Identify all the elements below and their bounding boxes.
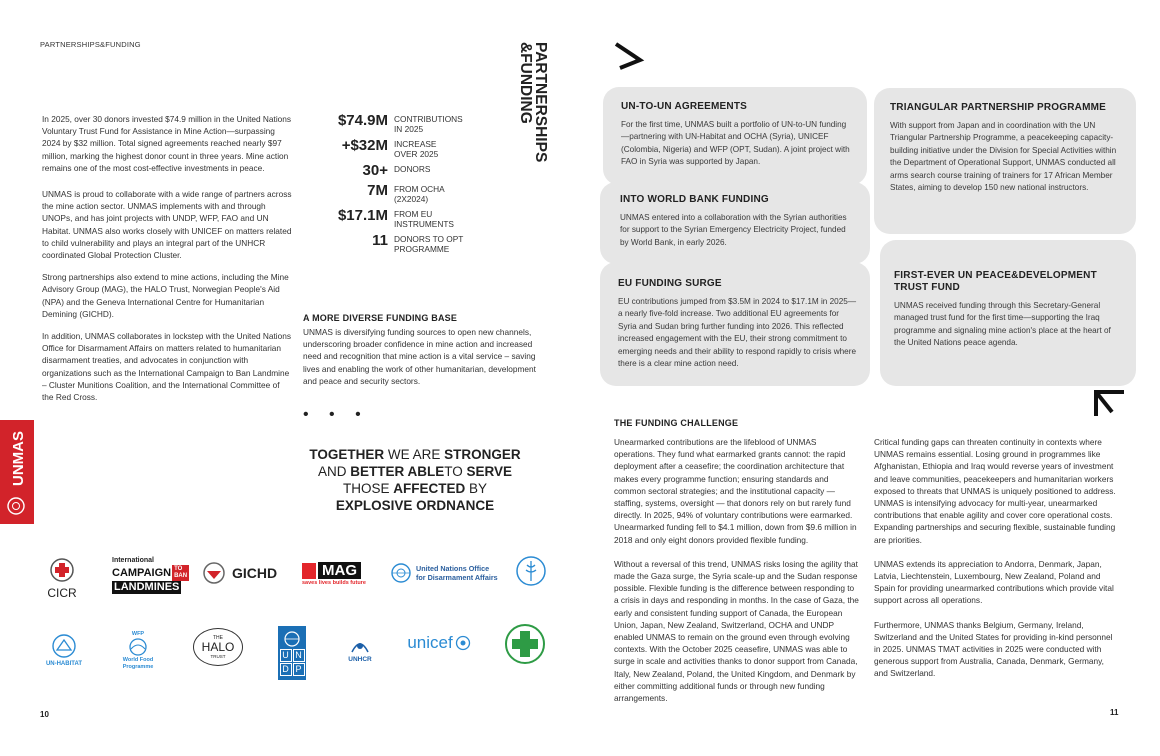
vertical-title-line2: &FUNDING — [517, 42, 534, 124]
quote-part: EXPLOSIVE ORDNANCE — [335, 498, 495, 513]
stat-value: +$32M — [341, 137, 388, 154]
challenge-paragraph: Critical funding gaps can threaten continuity in contexts where UNMAS remains essential. Losing ground in programmes like Afghanistan, Ethiopia and Iraq would reverse years of investment and leave communities, peacekeepers and humanitarian workers exposed to threats that UNMAS is uniquely positioned to address. UNMAS is intensifying advocacy for multi-year, unearmarked contributions that enable agility and cover core operational costs. Expanding partnerships and securing flexible, sustainable funding are priorities. — [874, 437, 1116, 545]
stat-value: $74.9M — [337, 112, 388, 129]
quote-part: AFFECTED — [393, 481, 466, 496]
intro-paragraph: In 2025, over 30 donors invested $74.9 million in the United Nations Voluntary Trust Fund for Assistance in Mine Action—surpassing 2024 by $32 million. Total signed agreements reached nearly $97 million, marking the highest donor count in three years. Mine action remains one of the most cost-effective investments in peace. — [42, 114, 292, 173]
pull-quote — [300, 446, 530, 514]
icbl-logo — [112, 553, 188, 597]
green-cross-logo — [503, 622, 547, 666]
funding-stats — [318, 112, 508, 257]
diverse-funding-heading: A MORE DIVERSE FUNDING BASE — [303, 313, 458, 323]
left-column — [42, 113, 292, 403]
mag-text: MAG — [318, 562, 361, 579]
quote-part: TO — [444, 464, 467, 479]
stat-value: 30+ — [362, 162, 388, 179]
unhcr-emblem-icon — [348, 634, 372, 656]
halo-text-1: THE — [213, 635, 223, 641]
unhabitat-text: UN-HABITAT — [45, 661, 83, 667]
stat-label: DONORS — [394, 164, 431, 174]
cicr-logo — [42, 554, 82, 602]
unhabitat-logo — [40, 628, 88, 672]
wfp-text-2: Programme — [122, 664, 154, 670]
fao-logo — [514, 554, 548, 588]
gichd-text: GICHD — [231, 565, 278, 581]
unoda-logo — [390, 561, 502, 585]
stat-row — [318, 112, 508, 134]
eu-funding-box — [600, 262, 870, 386]
unoda-paragraph: In addition, UNMAS collaborates in lockstep with the United Nations Office for Disarmament Affairs on matters related to humanitarian disarmament treaties, and advocates in conjunction with organizations such as the International Campaign to Ban Landmine – Cluster Munitions Coalition, and the International Committee of the Red Cross. — [42, 331, 292, 403]
halo-trust-logo — [193, 628, 243, 666]
stat-row — [318, 182, 508, 204]
unmas-logo-text: UNMAS — [10, 431, 27, 486]
mag-logo — [302, 559, 370, 589]
mag-tagline: saves lives builds future — [302, 580, 366, 586]
quote-part: BY — [465, 481, 488, 496]
box-title: INTO WORLD BANK FUNDING — [620, 194, 769, 205]
challenge-paragraph: Without a reversal of this trend, UNMAS risks losing the agility that made the Gaza surge, the Syria scale-up and the Sudan response possible. Flexible funding is the difference between responding to a crisis in days and responding in months. In the case of Gaza, the early and consistent funding support of Canada, the European Union, Japan, New Zealand, Switzerland, OCHA and UNDP enabled UNMAS to remain on the ground even through evolving contexts. With the October 2025 ceasefire, UNMAS was able to surge in scale and activities thanks to donor support from Canada, Italy, New Zealand, Poland, the United Kingdom, and Denmark by either committing additional funds or through new funding arrangements. — [614, 558, 859, 704]
quote-part: WE ARE — [384, 447, 445, 462]
icbl-text-1: International — [112, 556, 155, 564]
undp-letter: N — [293, 649, 305, 662]
icbl-text-3: TO BAN — [174, 565, 188, 579]
stat-row — [318, 137, 508, 159]
vertical-title-line1: PARTNERSHIPS — [532, 42, 549, 163]
undp-letter: U — [280, 649, 292, 662]
icbl-text-4: LANDMINES — [114, 580, 180, 593]
unicef-emblem-icon — [455, 635, 471, 651]
quote-part: STRONGER — [444, 447, 521, 462]
stat-label: FROM EU INSTRUMENTS — [394, 209, 454, 229]
wfp-text-1: World Food — [122, 657, 154, 663]
stat-label: INCREASE OVER 2025 — [394, 139, 439, 159]
triangular-partnership-box — [874, 88, 1136, 234]
quote-part: BETTER ABLE — [350, 464, 445, 479]
unhcr-logo — [340, 630, 380, 666]
unmas-side-logo — [0, 420, 34, 524]
unicef-text: unicef — [407, 633, 453, 652]
stat-value: 11 — [372, 232, 388, 249]
page-number-right: 11 — [1110, 708, 1119, 717]
quote-part: SERVE — [466, 464, 513, 479]
fao-emblem-icon — [515, 555, 547, 587]
challenge-paragraph: UNMAS extends its appreciation to Andorra, Denmark, Japan, Latvia, Liechtenstein, Luxembourg, New Zealand, Poland and Spain for providing unearmarked contributions which provide vital support across all operations. — [874, 558, 1114, 606]
quote-part: AND — [317, 464, 351, 479]
partners-paragraph: UNMAS is proud to collaborate with a wide range of partners across the mine action sector. UNMAS implements with and through UNOPs, and has joint projects with UNDP, WFP, FAO and UN Habitat. UNMAS also works closely with UNICEF on matters related to child vulnerability and plays an integral part of the UNHCR coordinated Global Protection Cluster. — [42, 189, 292, 261]
un-emblem-inner-icon — [13, 503, 20, 510]
page-number-left: 10 — [40, 710, 49, 719]
mine-action-partners-paragraph: Strong partnerships also extend to mine actions, including the Mine Advisory Group (MAG), the HALO Trust, Norwegian People's Aid (NPA) and the Geneva International Centre for Humanitarian Demining (GICHD). — [42, 272, 289, 319]
undp-letter: D — [280, 663, 292, 676]
stat-row — [318, 162, 508, 179]
gichd-emblem-icon — [201, 561, 227, 585]
gichd-logo — [200, 560, 278, 586]
box-title: TRIANGULAR PARTNERSHIP PROGRAMME — [890, 102, 1107, 113]
arrow-decoration-icon — [610, 38, 646, 74]
separator-dots: • • • — [303, 406, 369, 423]
stat-label: CONTRIBUTIONS IN 2025 — [394, 114, 463, 134]
box-text: UNMAS received funding through this Secretary-General managed trust fund for the first time—supporting the Iraq programme and signaling mine action's place at the heart of the United Nations peace agenda. — [894, 301, 1111, 348]
quote-part: THOSE — [342, 481, 394, 496]
peace-development-box — [880, 240, 1136, 386]
stat-value: $17.1M — [337, 207, 388, 224]
stat-row — [318, 232, 508, 254]
section-header: PARTNERSHIPS&FUNDING — [40, 40, 141, 49]
wfp-emblem-icon — [127, 637, 149, 657]
challenge-column-1 — [614, 436, 859, 704]
stat-value: 7M — [367, 182, 388, 199]
funding-challenge-heading: THE FUNDING CHALLENGE — [614, 418, 739, 428]
unoda-text-2: for Disarmament Affairs — [416, 573, 498, 582]
halo-text-2: HALO — [201, 640, 235, 654]
icbl-text-2: CAMPAIGN — [112, 566, 172, 579]
diverse-funding-text: UNMAS is diversifying funding sources to open new channels, underscoring broader confidence in mine action and increased need and recognition that mine action is a vital service – saving lives and enabling the work of other humanitarian, development and peace and security sectors. — [303, 327, 536, 386]
box-text: With support from Japan and in coordination with the UN Triangular Partnership Programme, a peacekeeping capacity-building initiative under the Division for Special Activities within the Department of Operational Support, UNMAS conducted all arms search course training of trainers for 17 African Member States, aiming to develop 150 new national instructors. — [890, 121, 1117, 193]
box-text: EU contributions jumped from $3.5M in 2024 to $17.1M in 2025—a nearly five-fold increase. Two additional EU agreements for Syria and Sudan bring further funding into 2026. This reflected increased engagement with the EU, their strong commitment to emerging needs and their ability to respond rapidly to crisis where there is a clear mine action need. — [618, 297, 857, 369]
diverse-funding-section — [303, 313, 548, 387]
arrow-corner-icon — [1090, 386, 1130, 422]
cicr-text: CICR — [47, 585, 77, 600]
unhabitat-emblem-icon — [51, 633, 77, 659]
red-cross-icon — [49, 557, 75, 583]
challenge-paragraph: Unearmarked contributions are the lifeblood of UNMAS operations. They fund what earmarked grants cannot: the rapid deployment after a ceasefire; the coordination architecture that makes every programme function; ensuring standards and common sectoral strategies; and the institutional capacity — staffing, systems, oversight — that donors rely on but rarely fund directly. In 2025, 94% of voluntary contributions were earmarked. Unearmarked funding fell to $4.1 million, down from $9.6 million in 2018 and only eight donors provided flexible funding. — [614, 437, 857, 545]
un-emblem-icon — [282, 630, 302, 648]
unoda-text-1: United Nations Office — [416, 564, 490, 573]
stat-label: DONORS TO OPT PROGRAMME — [394, 234, 464, 254]
wfp-logo — [118, 626, 158, 676]
box-title: EU FUNDING SURGE — [618, 278, 722, 289]
box-title: UN-TO-UN AGREEMENTS — [621, 101, 748, 112]
vertical-page-title — [502, 40, 550, 180]
un-emblem-icon — [390, 562, 412, 584]
halo-text-3: TRUST — [210, 654, 226, 659]
challenge-column-2 — [874, 436, 1120, 680]
unhcr-text: UNHCR — [348, 655, 372, 663]
quote-part: TOGETHER — [309, 447, 385, 462]
stat-row — [318, 207, 508, 229]
box-text: UNMAS entered into a collaboration with the Syrian authorities for support to the Syrian Emergency Electricity Project, funded by World Bank, in early 2026. — [620, 213, 847, 247]
un-to-un-box — [603, 87, 867, 185]
undp-logo — [278, 626, 306, 680]
green-cross-icon — [504, 623, 546, 665]
unicef-logo — [400, 632, 478, 654]
undp-letter: P — [293, 663, 305, 676]
mag-emblem-icon — [302, 563, 316, 579]
wfp-top-text: WFP — [131, 631, 145, 637]
box-text: For the first time, UNMAS built a portfolio of UN-to-UN funding—partnering with UN-Habitat and OCHA (Syria), UNICEF (Colombia, Nigeria) and WFP (OPT, Sudan). A joint project with FAO in Syria was supported by Japan. — [621, 120, 850, 167]
challenge-paragraph: Furthermore, UNMAS thanks Belgium, Germany, Ireland, Switzerland and the United States for providing in-kind personnel in 2025. UNMAS TMAT activities in 2025 were conducted with generous support from Australia, Canada, Denmark, Germany, and Switzerland. — [874, 619, 1113, 679]
world-bank-box — [600, 182, 870, 264]
stat-label: FROM OCHA (2X2024) — [394, 184, 445, 204]
un-emblem-icon — [8, 498, 24, 514]
box-title: FIRST-EVER UN PEACE&DEVELOPMENT TRUST FUND — [894, 270, 1097, 293]
